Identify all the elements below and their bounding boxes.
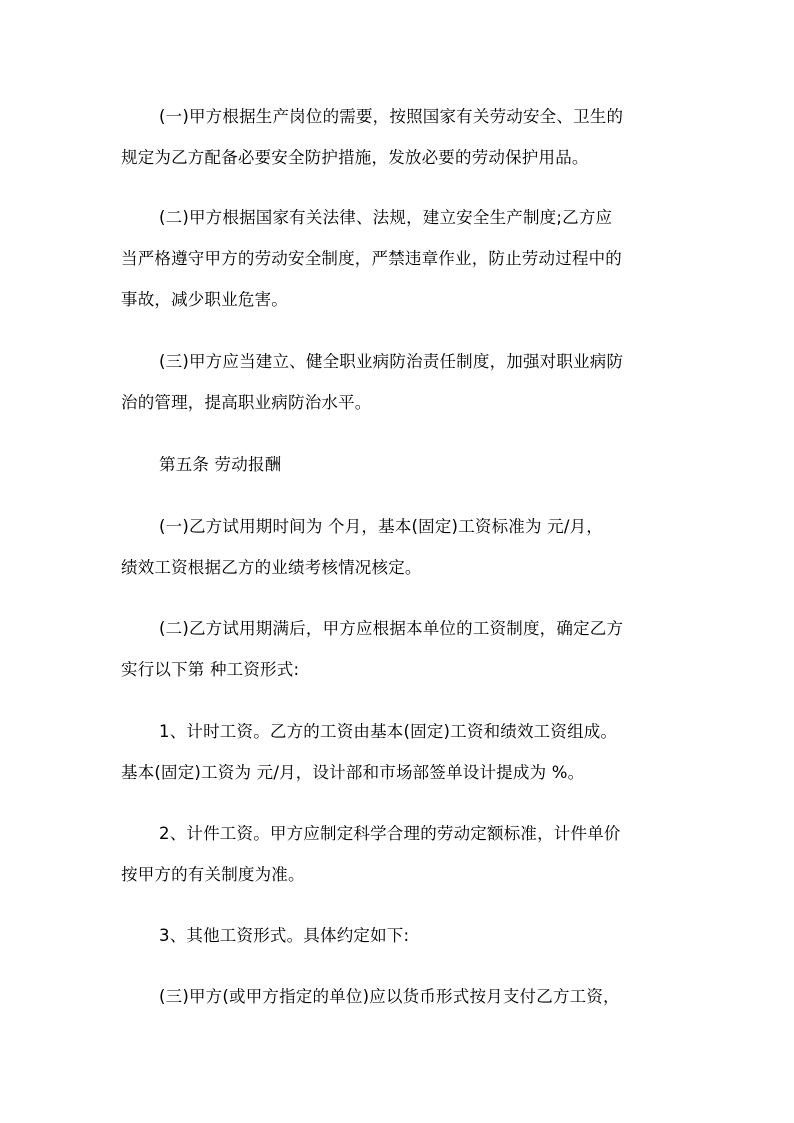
- paragraph-line: 事故，减少职业危害。: [121, 290, 288, 309]
- paragraph-line: 按甲方的有关制度为准。: [121, 865, 305, 884]
- paragraph-salary-form: [121, 612, 681, 687]
- paragraph-line: 1、计时工资。乙方的工资由基本(固定)工资和绩效工资组成。: [159, 722, 618, 741]
- article-heading: [121, 448, 681, 482]
- paragraph-probation-salary: [121, 510, 681, 585]
- paragraph-line: (三)甲方(或甲方指定的单位)应以货币形式按月支付乙方工资，: [159, 987, 620, 1006]
- paragraph-piece-wage: [121, 817, 681, 892]
- paragraph-line: 规定为乙方配备必要安全防护措施，发放必要的劳动保护用品。: [121, 148, 589, 167]
- paragraph-line: 实行以下第 种工资形式:: [121, 660, 300, 679]
- paragraph-line: (二)乙方试用期满后，甲方应根据本单位的工资制度，确定乙方: [159, 619, 624, 638]
- paragraph-line: 绩效工资根据乙方的业绩考核情况核定。: [121, 558, 422, 577]
- paragraph-line: 当严格遵守甲方的劳动安全制度，严禁违章作业，防止劳动过程中的: [121, 249, 622, 268]
- paragraph-line: (一)乙方试用期时间为 个月，基本(固定)工资标准为 元/月，: [159, 517, 603, 536]
- paragraph-other-wage: [121, 919, 681, 953]
- paragraph-line: 基本(固定)工资为 元/月，设计部和市场部签单设计提成为 %。: [121, 763, 585, 782]
- paragraph-safety-rules: [121, 201, 681, 317]
- paragraph-line: (三)甲方应当建立、健全职业病防治责任制度，加强对职业病防: [159, 352, 624, 371]
- paragraph-payment: [121, 980, 681, 1014]
- paragraph-time-wage: [121, 715, 681, 790]
- paragraph-line: (一)甲方根据生产岗位的需要，按照国家有关劳动安全、卫生的: [159, 107, 624, 126]
- paragraph-line: (二)甲方根据国家有关法律、法规，建立安全生产制度;乙方应: [159, 208, 613, 227]
- paragraph-line: 治的管理，提高职业病防治水平。: [121, 393, 372, 412]
- paragraph-line: 3、其他工资形式。具体约定如下:: [159, 926, 410, 945]
- paragraph-occupational-disease: [121, 345, 681, 420]
- paragraph-safety-equipment: [121, 100, 681, 175]
- paragraph-line: 2、计件工资。甲方应制定科学合理的劳动定额标准，计件单价: [159, 824, 621, 843]
- article-title: 第五条 劳动报酬: [159, 455, 282, 474]
